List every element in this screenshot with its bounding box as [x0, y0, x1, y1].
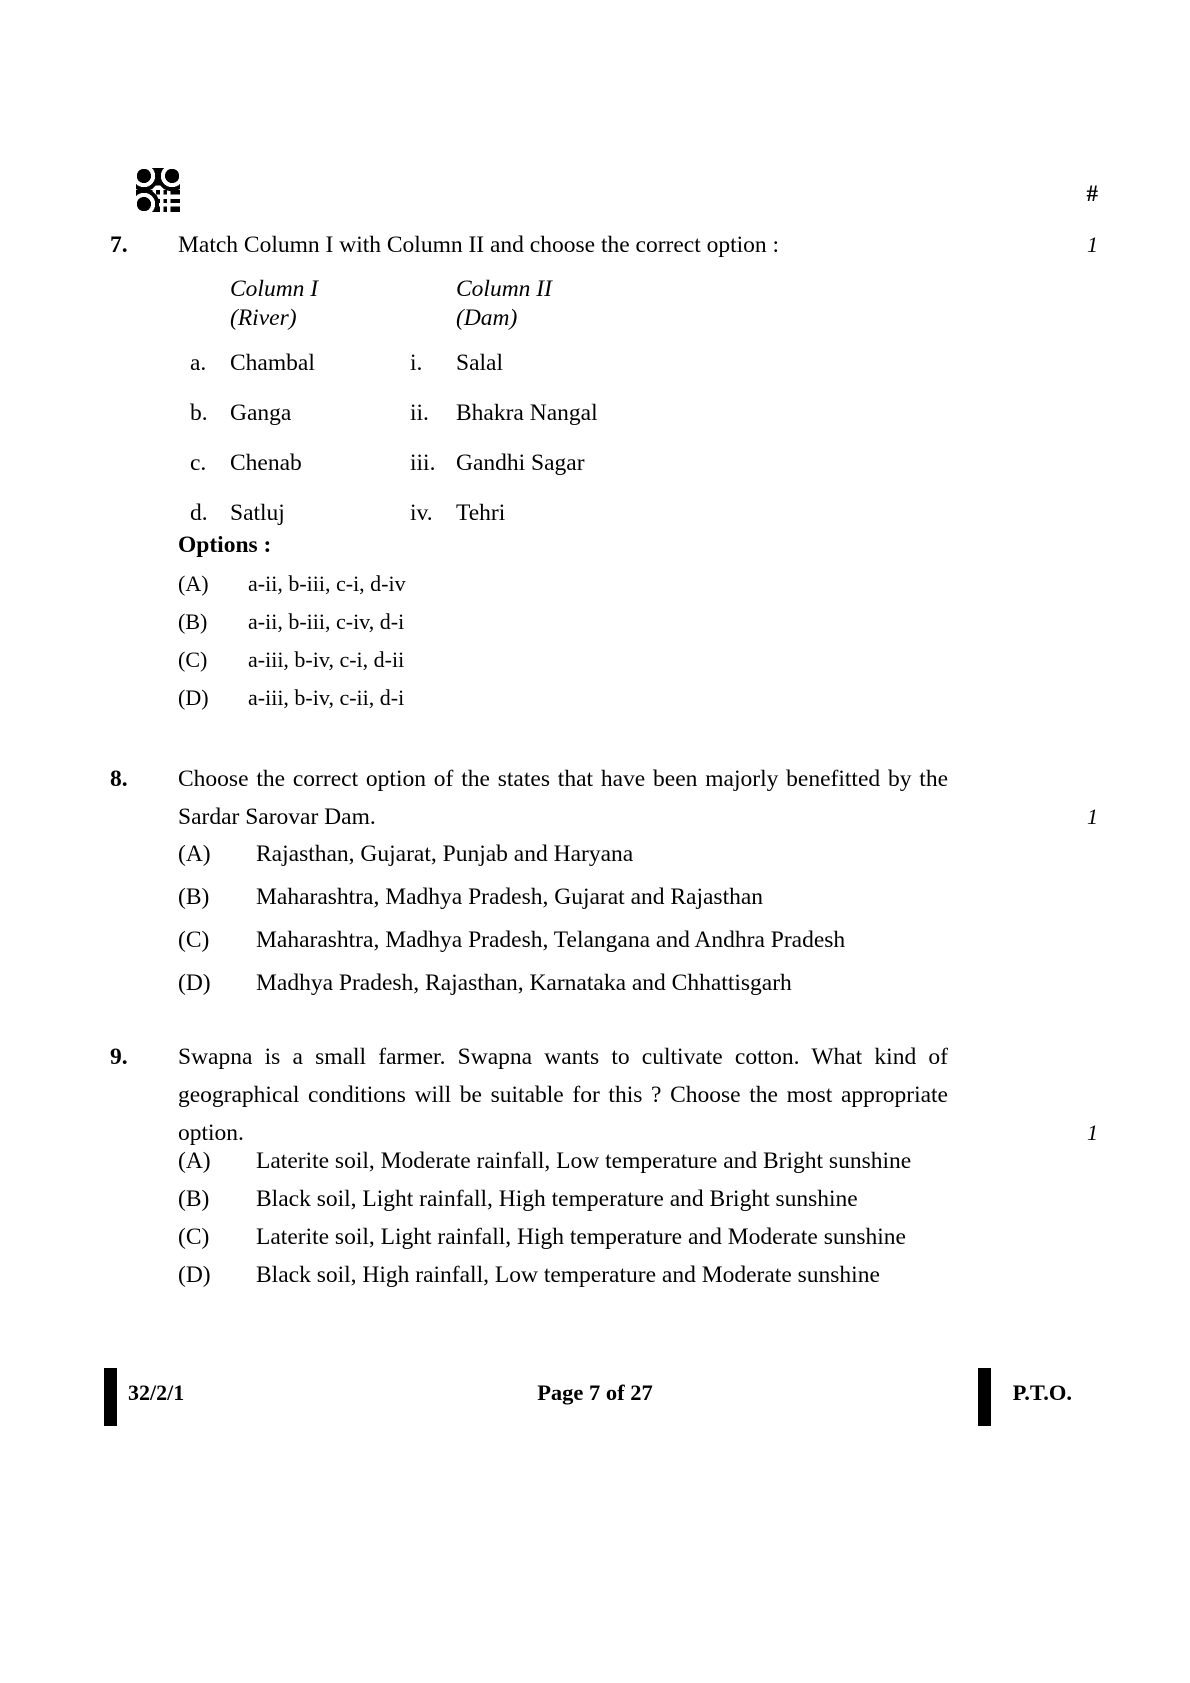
option-d[interactable]	[178, 1256, 950, 1294]
option-a[interactable]	[178, 566, 968, 602]
column-2-subtitle-text: (Dam)	[456, 305, 518, 331]
dam-name: Gandhi Sagar	[456, 450, 585, 476]
question-9-marks: 1	[1087, 1120, 1098, 1145]
question-7-stem: Match Column I with Column II and choose the correct option :	[178, 232, 780, 258]
question-8-stem: Choose the correct option of the states that have been majorly benefitted by the Sardar Sarovar Dam.	[178, 766, 948, 830]
row-numeral: ii.	[410, 400, 429, 426]
option-d[interactable]	[178, 963, 978, 1004]
option-a-key: (A)	[178, 571, 209, 596]
option-b-key: (B)	[178, 1186, 210, 1212]
match-row	[178, 450, 938, 500]
column-2-title	[456, 276, 552, 332]
option-c-text: Laterite soil, Light rainfall, High temperature and Moderate sunshine	[256, 1224, 906, 1250]
option-a-text: a-ii, b-iii, c-i, d-iv	[248, 571, 406, 596]
page-number: Page 7 of 27	[537, 1380, 653, 1405]
option-d-text: a-iii, b-iv, c-ii, d-i	[248, 685, 405, 710]
column-1-subtitle-text: (River)	[230, 305, 297, 331]
row-numeral: iii.	[410, 450, 436, 476]
match-table-header	[178, 276, 938, 350]
option-b-text: Maharashtra, Madhya Pradesh, Gujarat and Rajasthan	[256, 884, 764, 910]
option-d-text: Black soil, High rainfall, Low temperature and Moderate sunshine	[256, 1262, 880, 1288]
option-b[interactable]	[178, 877, 978, 918]
row-key: b.	[190, 400, 208, 426]
question-8-options	[178, 834, 978, 1006]
column-1-title-text: Column I	[230, 276, 319, 302]
question-7-number: 7.	[110, 232, 128, 258]
river-name: Satluj	[230, 500, 285, 526]
paper-code: 32/2/1	[128, 1380, 185, 1405]
option-d-key: (D)	[178, 970, 211, 996]
column-2-title-text: Column II	[456, 276, 552, 302]
option-c[interactable]	[178, 642, 968, 678]
row-numeral: iv.	[410, 500, 433, 526]
option-b-text: a-ii, b-iii, c-iv, d-i	[248, 609, 405, 634]
option-c-text: Maharashtra, Madhya Pradesh, Telangana and Andhra Pradesh	[256, 927, 846, 953]
qr-code-icon	[136, 168, 180, 212]
option-a-key: (A)	[178, 841, 211, 867]
question-8-number: 8.	[110, 766, 128, 792]
page-header	[0, 168, 1190, 228]
option-c-text: a-iii, b-iv, c-i, d-ii	[248, 647, 405, 672]
qr-code-finder-patterns	[136, 168, 180, 212]
option-a-key: (A)	[178, 1148, 211, 1174]
pto-label: P.T.O.	[1012, 1380, 1072, 1405]
option-d-text: Madhya Pradesh, Rajasthan, Karnataka and Chhattisgarh	[256, 970, 792, 996]
dam-name: Salal	[456, 350, 503, 376]
row-key: d.	[190, 500, 208, 526]
row-key: a.	[190, 350, 207, 376]
option-b-key: (B)	[178, 609, 208, 634]
option-b-key: (B)	[178, 884, 210, 910]
dam-name: Bhakra Nangal	[456, 400, 598, 426]
river-name: Chenab	[230, 450, 302, 476]
match-row	[178, 400, 938, 450]
option-a[interactable]	[178, 1142, 950, 1180]
option-d-key: (D)	[178, 685, 209, 710]
match-row	[178, 350, 938, 400]
river-name: Ganga	[230, 400, 292, 426]
option-a-text: Rajasthan, Gujarat, Punjab and Haryana	[256, 841, 634, 867]
question-8-marks: 1	[1087, 804, 1098, 829]
option-a-text: Laterite soil, Moderate rainfall, Low temperature and Bright sunshine	[256, 1148, 912, 1174]
row-numeral: i.	[410, 350, 423, 376]
question-7-options-label: Options :	[178, 532, 272, 558]
river-name: Chambal	[230, 350, 315, 376]
page-footer	[0, 1368, 1190, 1432]
question-7-marks: 1	[1087, 232, 1098, 257]
question-9-options	[178, 1142, 950, 1294]
question-9-stem: Swapna is a small farmer. Swapna wants to cultivate cotton. What kind of geographical conditions will be suitable for this ? Choose the most appropriate option.	[178, 1044, 948, 1146]
option-a[interactable]	[178, 834, 978, 875]
option-c[interactable]	[178, 1218, 950, 1256]
question-9-number: 9.	[110, 1044, 128, 1070]
match-row	[178, 500, 938, 550]
question-7-match-table	[178, 276, 938, 550]
option-b[interactable]	[178, 1180, 950, 1218]
option-c-key: (C)	[178, 647, 208, 672]
option-d-key: (D)	[178, 1262, 211, 1288]
option-c[interactable]	[178, 920, 978, 961]
option-c-key: (C)	[178, 1224, 210, 1250]
option-c-key: (C)	[178, 927, 210, 953]
column-1-title	[230, 276, 318, 332]
option-d[interactable]	[178, 680, 968, 716]
question-7-options	[178, 566, 968, 718]
option-b-text: Black soil, Light rainfall, High temperature and Bright sunshine	[256, 1186, 858, 1212]
option-b[interactable]	[178, 604, 968, 640]
hash-mark: #	[1086, 181, 1098, 206]
dam-name: Tehri	[456, 500, 506, 526]
row-key: c.	[190, 450, 207, 476]
